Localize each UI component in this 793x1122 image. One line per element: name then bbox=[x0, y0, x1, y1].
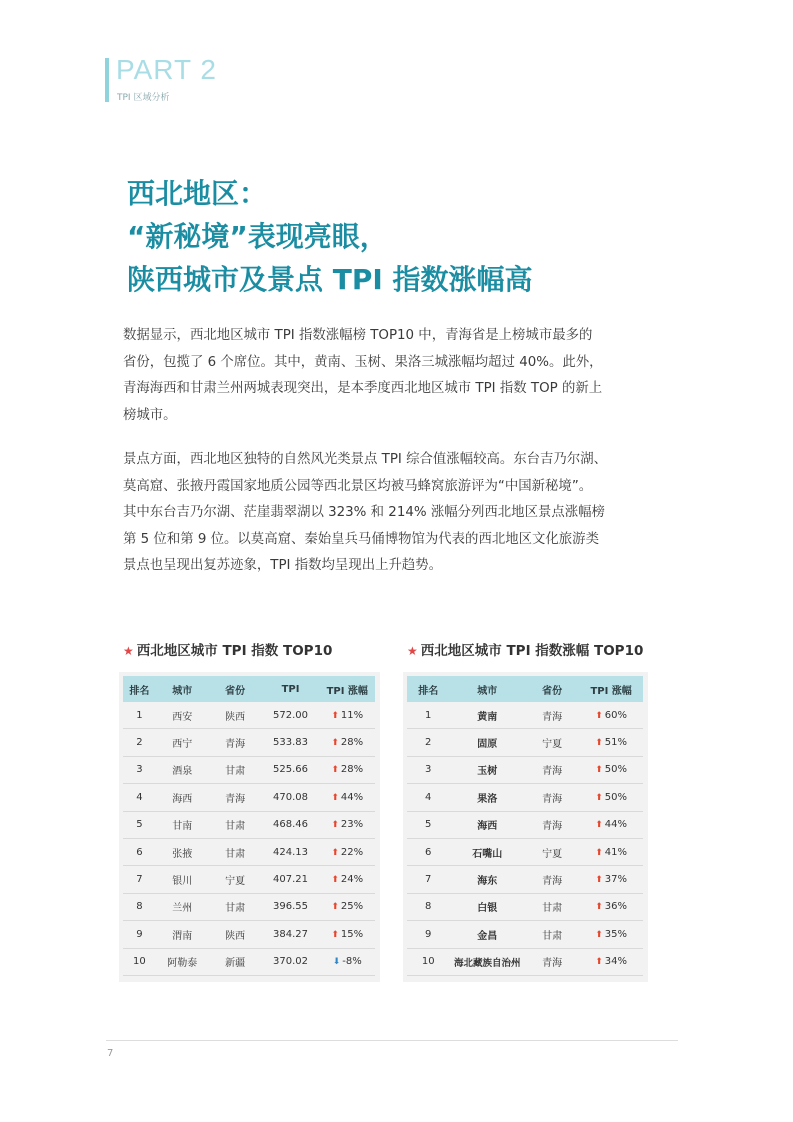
arrow-up-icon: ⬆ bbox=[331, 792, 339, 803]
part-subtitle: TPI 区域分析 bbox=[117, 93, 170, 103]
growth-cell bbox=[579, 784, 643, 811]
city-cell: 银川 bbox=[156, 866, 209, 893]
table-row bbox=[407, 756, 643, 783]
city-cell: 西宁 bbox=[156, 729, 209, 756]
growth-value: 11% bbox=[340, 709, 364, 721]
rank-cell: 4 bbox=[123, 784, 156, 811]
province-cell: 宁夏 bbox=[525, 838, 579, 865]
tpi-cell: 470.08 bbox=[262, 784, 320, 811]
header-accent-bar bbox=[105, 58, 109, 102]
province-cell: 青海 bbox=[525, 702, 579, 729]
growth-cell bbox=[579, 866, 643, 893]
province-cell: 青海 bbox=[525, 756, 579, 783]
growth-cell bbox=[579, 702, 643, 729]
rank-cell: 1 bbox=[407, 702, 449, 729]
paragraph-line: 其中东台吉乃尔湖、茫崖翡翠湖以 323% 和 214% 涨幅分列西北地区景点涨幅榜 bbox=[123, 505, 605, 520]
table-row bbox=[407, 838, 643, 865]
growth-cell bbox=[320, 948, 375, 975]
growth-cell bbox=[579, 756, 643, 783]
col-header-province: 省份 bbox=[525, 676, 579, 702]
rank-cell: 7 bbox=[123, 866, 156, 893]
tpi-cell: 407.21 bbox=[262, 866, 320, 893]
table-row bbox=[123, 729, 375, 756]
city-cell: 果洛 bbox=[449, 784, 525, 811]
growth-cell bbox=[579, 921, 643, 948]
table-row bbox=[407, 948, 643, 975]
growth-cell bbox=[579, 811, 643, 838]
tpi-cell: 384.27 bbox=[262, 921, 320, 948]
growth-value: 25% bbox=[340, 901, 364, 913]
province-cell: 宁夏 bbox=[525, 729, 579, 756]
province-cell: 甘肃 bbox=[209, 838, 262, 865]
rank-cell: 3 bbox=[123, 756, 156, 783]
rank-cell: 7 bbox=[407, 866, 449, 893]
growth-cell bbox=[320, 893, 375, 920]
table-row bbox=[407, 784, 643, 811]
tpi-cell: 468.46 bbox=[262, 811, 320, 838]
arrow-up-icon: ⬆ bbox=[595, 738, 603, 749]
col-header-city: 城市 bbox=[449, 676, 525, 702]
tpi-cell: 370.02 bbox=[262, 948, 320, 975]
col-header-province: 省份 bbox=[209, 676, 262, 702]
table-row bbox=[123, 756, 375, 783]
rank-cell: 6 bbox=[123, 838, 156, 865]
province-cell: 青海 bbox=[525, 866, 579, 893]
growth-cell bbox=[320, 729, 375, 756]
arrow-up-icon: ⬆ bbox=[331, 847, 339, 858]
growth-cell bbox=[579, 893, 643, 920]
city-cell: 渭南 bbox=[156, 921, 209, 948]
table-row bbox=[407, 893, 643, 920]
rank-cell: 5 bbox=[407, 811, 449, 838]
growth-cell bbox=[320, 838, 375, 865]
rank-cell: 6 bbox=[407, 838, 449, 865]
table-row bbox=[123, 838, 375, 865]
paragraph-line: 莫高窟、张掖丹霞国家地质公园等西北景区均被马蜂窝旅游评为“中国新秘境”。 bbox=[123, 478, 593, 494]
province-cell: 陕西 bbox=[209, 702, 262, 729]
table2-title bbox=[407, 641, 643, 661]
growth-value: 15% bbox=[340, 928, 364, 940]
col-header-city: 城市 bbox=[156, 676, 209, 702]
paragraph-line: 景点也呈现出复苏迹象，TPI 指数均呈现出上升趋势。 bbox=[123, 558, 443, 573]
growth-value: 28% bbox=[340, 764, 364, 776]
paragraph-line: 第 5 位和第 9 位。以莫高窟、秦始皇兵马俑博物馆为代表的西北地区文化旅游类 bbox=[123, 531, 599, 547]
province-cell: 甘肃 bbox=[209, 811, 262, 838]
growth-value: 44% bbox=[604, 819, 628, 831]
city-cell: 海东 bbox=[449, 866, 525, 893]
arrow-up-icon: ⬆ bbox=[331, 738, 339, 749]
col-header-rank: 排名 bbox=[407, 676, 449, 702]
city-cell: 兰州 bbox=[156, 893, 209, 920]
rank-cell: 2 bbox=[123, 729, 156, 756]
table-row bbox=[123, 702, 375, 729]
growth-cell bbox=[320, 921, 375, 948]
province-cell: 青海 bbox=[525, 811, 579, 838]
tpi-cell: 424.13 bbox=[262, 838, 320, 865]
city-cell: 张掖 bbox=[156, 838, 209, 865]
growth-value: 41% bbox=[604, 846, 628, 858]
growth-value: 50% bbox=[604, 791, 628, 803]
growth-value: 28% bbox=[340, 737, 364, 749]
arrow-up-icon: ⬆ bbox=[595, 792, 603, 803]
province-cell: 甘肃 bbox=[525, 893, 579, 920]
rank-cell: 8 bbox=[123, 893, 156, 920]
part-title: PART 2 bbox=[116, 54, 217, 85]
arrow-up-icon: ⬆ bbox=[595, 847, 603, 858]
star-icon: ★ bbox=[123, 644, 134, 658]
arrow-up-icon: ⬆ bbox=[595, 929, 603, 940]
growth-value: 37% bbox=[604, 874, 628, 886]
arrow-up-icon: ⬆ bbox=[331, 820, 339, 831]
table-row bbox=[407, 811, 643, 838]
city-cell: 阿勒泰 bbox=[156, 948, 209, 975]
table2-title-text: 西北地区城市 TPI 指数涨幅 TOP10 bbox=[420, 643, 644, 659]
province-cell: 甘肃 bbox=[525, 921, 579, 948]
growth-cell bbox=[579, 948, 643, 975]
tpi-cell: 396.55 bbox=[262, 893, 320, 920]
arrow-up-icon: ⬆ bbox=[331, 710, 339, 721]
growth-value: 44% bbox=[340, 791, 364, 803]
rank-cell: 3 bbox=[407, 756, 449, 783]
rank-cell: 8 bbox=[407, 893, 449, 920]
growth-cell bbox=[320, 702, 375, 729]
growth-value: 23% bbox=[340, 819, 364, 831]
table-row bbox=[407, 921, 643, 948]
col-header-growth: TPI 涨幅 bbox=[579, 676, 643, 702]
growth-value: -8% bbox=[342, 956, 362, 968]
col-header-rank: 排名 bbox=[123, 676, 156, 702]
table-row bbox=[123, 921, 375, 948]
growth-cell bbox=[579, 729, 643, 756]
footer-divider bbox=[106, 1040, 678, 1041]
province-cell: 宁夏 bbox=[209, 866, 262, 893]
growth-cell bbox=[320, 756, 375, 783]
rank-cell: 9 bbox=[123, 921, 156, 948]
paragraph-line: 数据显示，西北地区城市 TPI 指数涨幅榜 TOP10 中，青海省是上榜城市最多的 bbox=[123, 328, 593, 343]
star-icon: ★ bbox=[407, 644, 418, 658]
province-cell: 青海 bbox=[525, 948, 579, 975]
arrow-up-icon: ⬆ bbox=[331, 902, 339, 913]
city-cell: 黄南 bbox=[449, 702, 525, 729]
growth-value: 24% bbox=[340, 874, 364, 886]
table-header-row bbox=[123, 676, 375, 702]
rank-cell: 4 bbox=[407, 784, 449, 811]
paragraph-line: 青海海西和甘肃兰州两城表现突出，是本季度西北地区城市 TPI 指数 TOP 的新上 bbox=[123, 381, 603, 396]
table1-title bbox=[123, 641, 332, 661]
arrow-up-icon: ⬆ bbox=[595, 820, 603, 831]
city-cell: 西安 bbox=[156, 702, 209, 729]
paragraph-line: 省份，包揽了 6 个席位。其中，黄南、玉树、果洛三城涨幅均超过 40%。此外， bbox=[123, 354, 603, 370]
province-cell: 陕西 bbox=[209, 921, 262, 948]
table-row bbox=[123, 893, 375, 920]
rank-cell: 10 bbox=[123, 948, 156, 975]
city-cell: 石嘴山 bbox=[449, 838, 525, 865]
tpi-cell: 533.83 bbox=[262, 729, 320, 756]
headline-line: “新秘境”表现亮眼， bbox=[127, 220, 388, 253]
city-growth-table bbox=[403, 672, 648, 982]
city-cell: 白银 bbox=[449, 893, 525, 920]
table-row bbox=[407, 729, 643, 756]
rank-cell: 10 bbox=[407, 948, 449, 975]
province-cell: 甘肃 bbox=[209, 756, 262, 783]
arrow-up-icon: ⬆ bbox=[595, 875, 603, 886]
growth-cell bbox=[320, 811, 375, 838]
headline-line: 西北地区： bbox=[127, 177, 268, 210]
arrow-up-icon: ⬆ bbox=[331, 875, 339, 886]
growth-value: 60% bbox=[604, 709, 628, 721]
table-row bbox=[123, 784, 375, 811]
arrow-down-icon: ⬇ bbox=[332, 957, 341, 968]
table-row bbox=[123, 866, 375, 893]
table-row bbox=[407, 702, 643, 729]
table-row bbox=[407, 866, 643, 893]
col-header-growth: TPI 涨幅 bbox=[320, 676, 375, 702]
table2 bbox=[407, 676, 643, 976]
headline bbox=[127, 172, 687, 301]
table-row bbox=[123, 811, 375, 838]
growth-value: 51% bbox=[604, 737, 628, 749]
city-cell: 海西 bbox=[449, 811, 525, 838]
city-cell: 固原 bbox=[449, 729, 525, 756]
growth-cell bbox=[579, 838, 643, 865]
growth-value: 36% bbox=[604, 901, 628, 913]
growth-value: 35% bbox=[604, 928, 628, 940]
growth-cell bbox=[320, 784, 375, 811]
province-cell: 新疆 bbox=[209, 948, 262, 975]
rank-cell: 5 bbox=[123, 811, 156, 838]
arrow-up-icon: ⬆ bbox=[331, 765, 339, 776]
city-tpi-table bbox=[119, 672, 380, 982]
arrow-up-icon: ⬆ bbox=[595, 765, 603, 776]
growth-cell bbox=[320, 866, 375, 893]
paragraph-attractions bbox=[123, 447, 671, 580]
tpi-cell: 525.66 bbox=[262, 756, 320, 783]
province-cell: 甘肃 bbox=[209, 893, 262, 920]
province-cell: 青海 bbox=[209, 729, 262, 756]
growth-value: 22% bbox=[340, 846, 364, 858]
headline-line: 陕西城市及景点 TPI 指数涨幅高 bbox=[127, 263, 533, 296]
rank-cell: 9 bbox=[407, 921, 449, 948]
paragraph-cities bbox=[123, 323, 671, 429]
tpi-cell: 572.00 bbox=[262, 702, 320, 729]
table1-title-text: 西北地区城市 TPI 指数 TOP10 bbox=[136, 643, 333, 659]
table1 bbox=[123, 676, 375, 976]
city-cell: 海北藏族自治州 bbox=[449, 948, 525, 975]
col-header-tpi: TPI bbox=[262, 676, 320, 702]
arrow-up-icon: ⬆ bbox=[595, 710, 603, 721]
paragraph-line: 榜城市。 bbox=[123, 407, 177, 423]
paragraph-line: 景点方面，西北地区独特的自然风光类景点 TPI 综合值涨幅较高。东台吉乃尔湖、 bbox=[123, 452, 607, 467]
table-row bbox=[123, 948, 375, 975]
province-cell: 青海 bbox=[525, 784, 579, 811]
rank-cell: 2 bbox=[407, 729, 449, 756]
city-cell: 金昌 bbox=[449, 921, 525, 948]
growth-value: 34% bbox=[604, 956, 628, 968]
city-cell: 酒泉 bbox=[156, 756, 209, 783]
arrow-up-icon: ⬆ bbox=[331, 929, 339, 940]
table-header-row bbox=[407, 676, 643, 702]
page-number: 7 bbox=[107, 1048, 114, 1059]
city-cell: 甘南 bbox=[156, 811, 209, 838]
growth-value: 50% bbox=[604, 764, 628, 776]
city-cell: 海西 bbox=[156, 784, 209, 811]
arrow-up-icon: ⬆ bbox=[595, 957, 603, 968]
province-cell: 青海 bbox=[209, 784, 262, 811]
arrow-up-icon: ⬆ bbox=[595, 902, 603, 913]
city-cell: 玉树 bbox=[449, 756, 525, 783]
rank-cell: 1 bbox=[123, 702, 156, 729]
